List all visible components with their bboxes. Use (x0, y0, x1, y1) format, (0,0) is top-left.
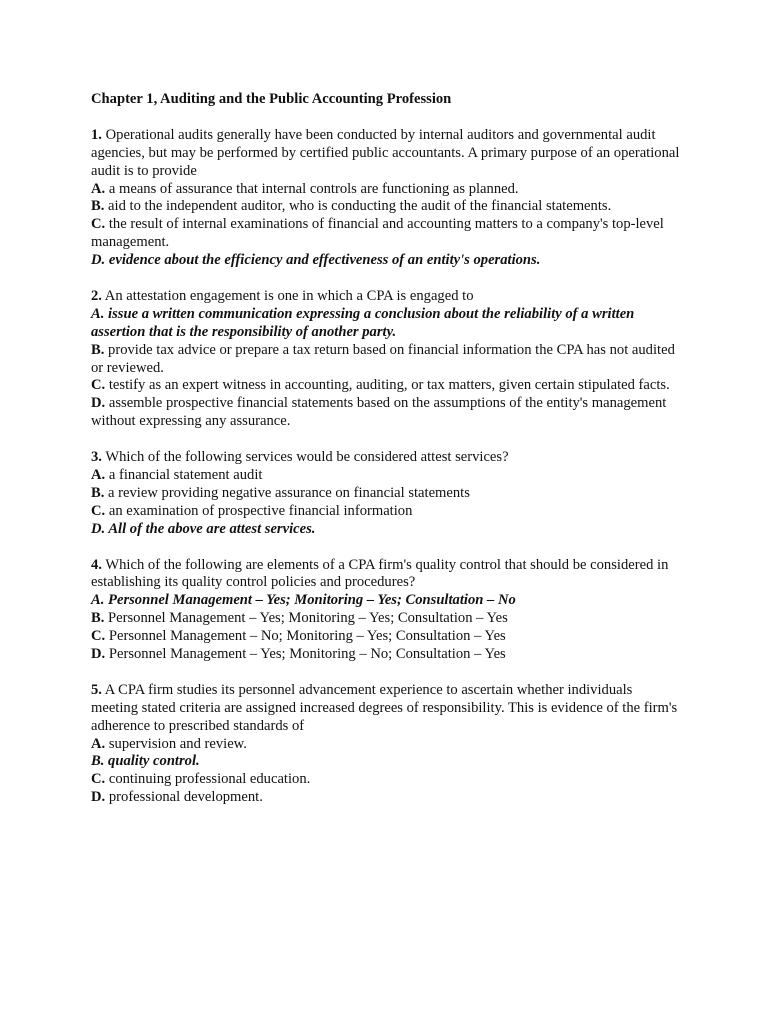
question-text: An attestation engagement is one in which a CPA is engaged to (104, 287, 474, 304)
option-text: Personnel Management – Yes; Monitoring – No; Consultation – Yes (108, 646, 506, 663)
correct-option (91, 306, 681, 342)
option-text: issue a written communication expressing a conclusion about the reliability of a written assertion that is the responsibility of another party. (91, 305, 635, 340)
option-letter: B. (91, 341, 105, 358)
option-letter: D. (91, 252, 106, 269)
option (91, 610, 681, 628)
question-2 (91, 288, 681, 431)
option-letter: B. (91, 198, 105, 215)
option-letter: A. (91, 735, 106, 752)
option-text: assemble prospective financial statements based on the assumptions of the entity's management without expressing any assurance. (91, 395, 667, 430)
option-text: Personnel Management – No; Monitoring – Yes; Consultation – Yes (108, 628, 506, 645)
question-5 (91, 682, 681, 807)
option-letter: A. (91, 305, 105, 322)
option (91, 789, 681, 807)
option-letter: B. (91, 484, 105, 501)
option (91, 216, 681, 252)
option-text: professional development. (108, 789, 263, 806)
option-text: an examination of prospective financial information (108, 502, 413, 519)
question-number: 4. (91, 556, 102, 573)
question-list (91, 127, 681, 807)
option-text: aid to the independent auditor, who is conducting the audit of the financial statements. (108, 198, 612, 215)
option-letter: C. (91, 377, 106, 394)
correct-option (91, 592, 681, 610)
option (91, 771, 681, 789)
option-letter: C. (91, 502, 106, 519)
question-number: 1. (91, 126, 102, 143)
option-letter: D. (91, 789, 106, 806)
question-stem (91, 288, 681, 306)
option-letter: D. (91, 646, 106, 663)
option-text: provide tax advice or prepare a tax return based on financial information the CPA has not audited or reviewed. (91, 341, 675, 376)
question-text: Operational audits generally have been conducted by internal auditors and governmental audit agencies, but may be performed by certified public accountants. A primary purpose of an operational audit is to provide (91, 126, 680, 179)
question-stem (91, 127, 681, 181)
option (91, 181, 681, 199)
option-letter: C. (91, 771, 106, 788)
question-stem (91, 449, 681, 467)
option-text: Personnel Management – Yes; Monitoring – Yes; Consultation – No (108, 592, 516, 609)
correct-option (91, 252, 681, 270)
question-number: 3. (91, 449, 102, 466)
option-letter: A. (91, 180, 106, 197)
document-page (91, 91, 681, 825)
option-text: Personnel Management – Yes; Monitoring – Yes; Consultation – Yes (108, 610, 508, 627)
option-text: a review providing negative assurance on financial statements (108, 484, 470, 501)
option-letter: A. (91, 466, 106, 483)
option-text: evidence about the efficiency and effectiveness of an entity's operations. (108, 252, 541, 269)
option (91, 377, 681, 395)
option-letter: B. (91, 610, 105, 627)
question-1 (91, 127, 681, 270)
question-text: A CPA firm studies its personnel advancement experience to ascertain whether individuals meeting stated criteria are assigned increased degrees of responsibility. This is evidence of the firm's adherence to prescribed standards of (91, 681, 678, 734)
option-text: a financial statement audit (108, 466, 263, 483)
option-text: a means of assurance that internal controls are functioning as planned. (108, 180, 519, 197)
option (91, 342, 681, 378)
option-letter: A. (91, 592, 105, 609)
option (91, 646, 681, 664)
option-letter: B. (91, 753, 105, 770)
option-text: All of the above are attest services. (108, 520, 316, 537)
question-number: 5. (91, 681, 102, 698)
question-text: Which of the following are elements of a CPA firm's quality control that should be considered in establishing its quality control policies and procedures? (91, 556, 669, 591)
option (91, 503, 681, 521)
option (91, 467, 681, 485)
option-letter: D. (91, 520, 106, 537)
option (91, 628, 681, 646)
option (91, 198, 681, 216)
option-text: the result of internal examinations of financial and accounting matters to a company's top-level management. (91, 216, 664, 251)
correct-option (91, 753, 681, 771)
question-text: Which of the following services would be considered attest services? (105, 449, 509, 466)
question-4 (91, 557, 681, 664)
option-letter: D. (91, 395, 106, 412)
question-3 (91, 449, 681, 539)
option-letter: C. (91, 628, 106, 645)
question-number: 2. (91, 287, 102, 304)
option (91, 395, 681, 431)
chapter-title: Chapter 1, Auditing and the Public Accounting Profession (91, 91, 452, 107)
correct-option (91, 521, 681, 539)
option (91, 736, 681, 754)
option-letter: C. (91, 216, 106, 233)
option-text: testify as an expert witness in accounting, auditing, or tax matters, given certain stipulated facts. (108, 377, 670, 394)
option-text: quality control. (108, 753, 200, 770)
option-text: supervision and review. (108, 735, 247, 752)
question-stem (91, 557, 681, 593)
option (91, 485, 681, 503)
option-text: continuing professional education. (108, 771, 311, 788)
question-stem (91, 682, 681, 736)
